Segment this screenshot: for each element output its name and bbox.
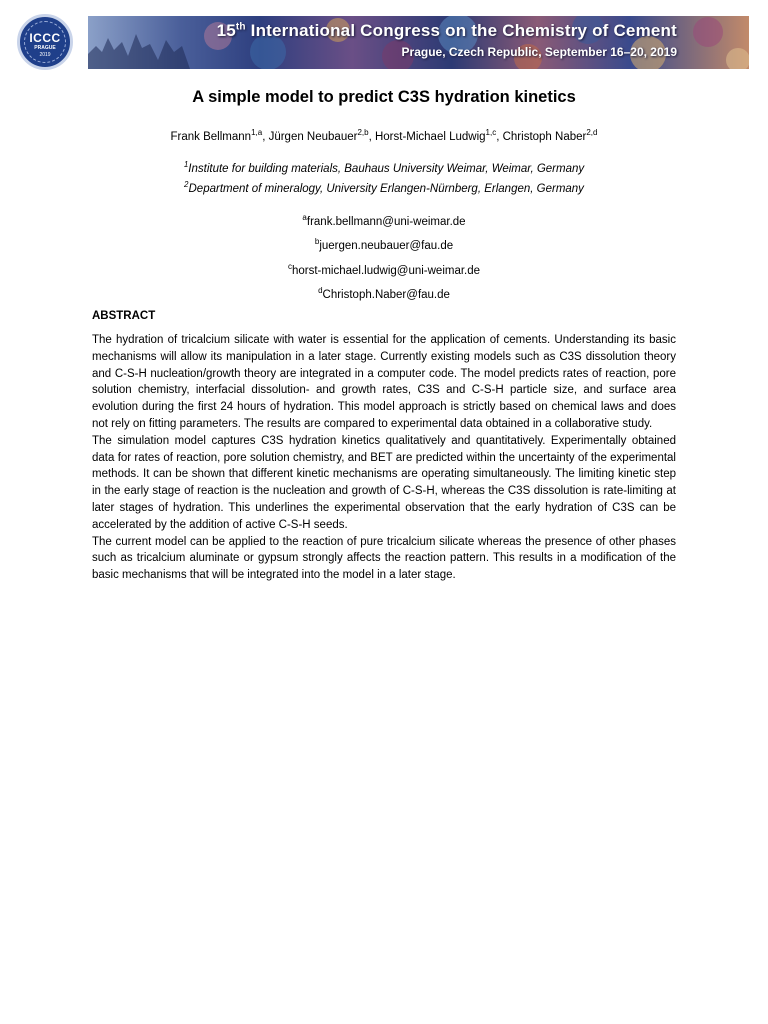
abstract-paragraph: The simulation model captures C3S hydration kinetics qualitatively and quantitatively. Experimentally obtained data for rates of reaction, pore solution chemistry, and BET are predicted within the uncertainty of the experimental methods. It can be shown that different kinetic mechanisms are operating simultaneously. The limiting kinetic step in the early stage of reaction is the nucleation and growth of C-S-H, whereas the C3S dissolution is rate-limiting at later stages of hydration. This underlines the experimental observation that the early hydration of C3S can be accelerated by the addition of active C-S-H seeds. [92, 434, 676, 531]
author-name: Jürgen Neubauer [268, 130, 358, 143]
email-marker: b [314, 237, 320, 247]
email-line [0, 257, 768, 281]
email-address: horst-michael.ludwig@uni-weimar.de [291, 264, 481, 277]
affiliation-marker: 1 [183, 160, 189, 169]
email-address: Christoph.Naber@fau.de [322, 288, 450, 301]
email-line [0, 232, 768, 256]
paper-title: A simple model to predict C3S hydration kinetics [192, 88, 576, 106]
author-separator: , [496, 130, 503, 143]
author-name: Horst-Michael Ludwig [374, 130, 486, 143]
author-affiliation-marker: 2,b [357, 128, 369, 137]
email-line [0, 208, 768, 232]
conference-banner [88, 16, 749, 69]
abstract-body [92, 332, 676, 584]
banner-title [217, 21, 677, 41]
banner-title-text: International Congress on the Chemistry of Cement [245, 21, 677, 40]
email-marker: d [318, 285, 323, 295]
banner-subtitle: Prague, Czech Republic, September 16–20, 2019 [401, 45, 677, 59]
abstract-heading: ABSTRACT [92, 310, 156, 322]
author-affiliation-marker: 1,c [485, 128, 497, 137]
abstract-paragraph: The current model can be applied to the reaction of pure tricalcium silicate whereas the presence of other phases such as tricalcium aluminate or gypsum strongly affects the reaction pattern. This results in a modification of the basic mechanisms that will be integrated into the model in a later stage. [92, 535, 676, 582]
affiliation-marker: 2 [184, 180, 189, 189]
banner-title-number: 15 [216, 21, 236, 40]
author-affiliation-marker: 1,a [251, 128, 263, 137]
banner-title-ordinal: th [235, 21, 246, 33]
affiliation-2 [0, 180, 768, 195]
logo-main-text: ICCC [29, 31, 61, 45]
logo-year-text: 2019 [39, 52, 51, 58]
affiliation-text: Department of mineralogy, University Erlangen-Nürnberg, Erlangen, Germany [188, 182, 584, 195]
email-list [0, 208, 768, 305]
email-marker: c [287, 261, 292, 271]
email-address: juergen.neubauer@fau.de [319, 240, 454, 253]
author-separator: , [368, 130, 375, 143]
author-name: Christoph Naber [502, 130, 587, 143]
iccc-logo [17, 14, 73, 70]
email-line [0, 281, 768, 305]
author-affiliation-marker: 2,d [586, 128, 598, 137]
email-address: frank.bellmann@uni-weimar.de [306, 215, 466, 228]
author-name: Frank Bellmann [170, 130, 252, 143]
conference-header [0, 0, 768, 78]
affiliation-text: Institute for building materials, Bauhaus University Weimar, Weimar, Germany [188, 162, 585, 175]
affiliation-1 [0, 160, 768, 175]
author-separator: , [262, 130, 269, 143]
email-marker: a [302, 213, 307, 222]
abstract-paragraph: The hydration of tricalcium silicate with water is essential for the application of cements. Understanding its basic mechanisms will allow its manipulation in a later stage. Currently existing models such as C3S dissolution theory and C-S-H nucleation/growth theory are integrated in a computer code. The model predicts rates of reaction, pore solution chemistry, interfacial dissolution- and growth rates, C3S and C-S-H particle size, and surface area evolution during the first 24 hours of hydration. This model approach is strictly based on chemical laws and does not rely on fitting parameters. The results are compared to experimental data obtained in a collaborative study. [92, 334, 676, 430]
logo-city-text: PRAGUE [34, 45, 56, 51]
author-list [0, 128, 768, 143]
